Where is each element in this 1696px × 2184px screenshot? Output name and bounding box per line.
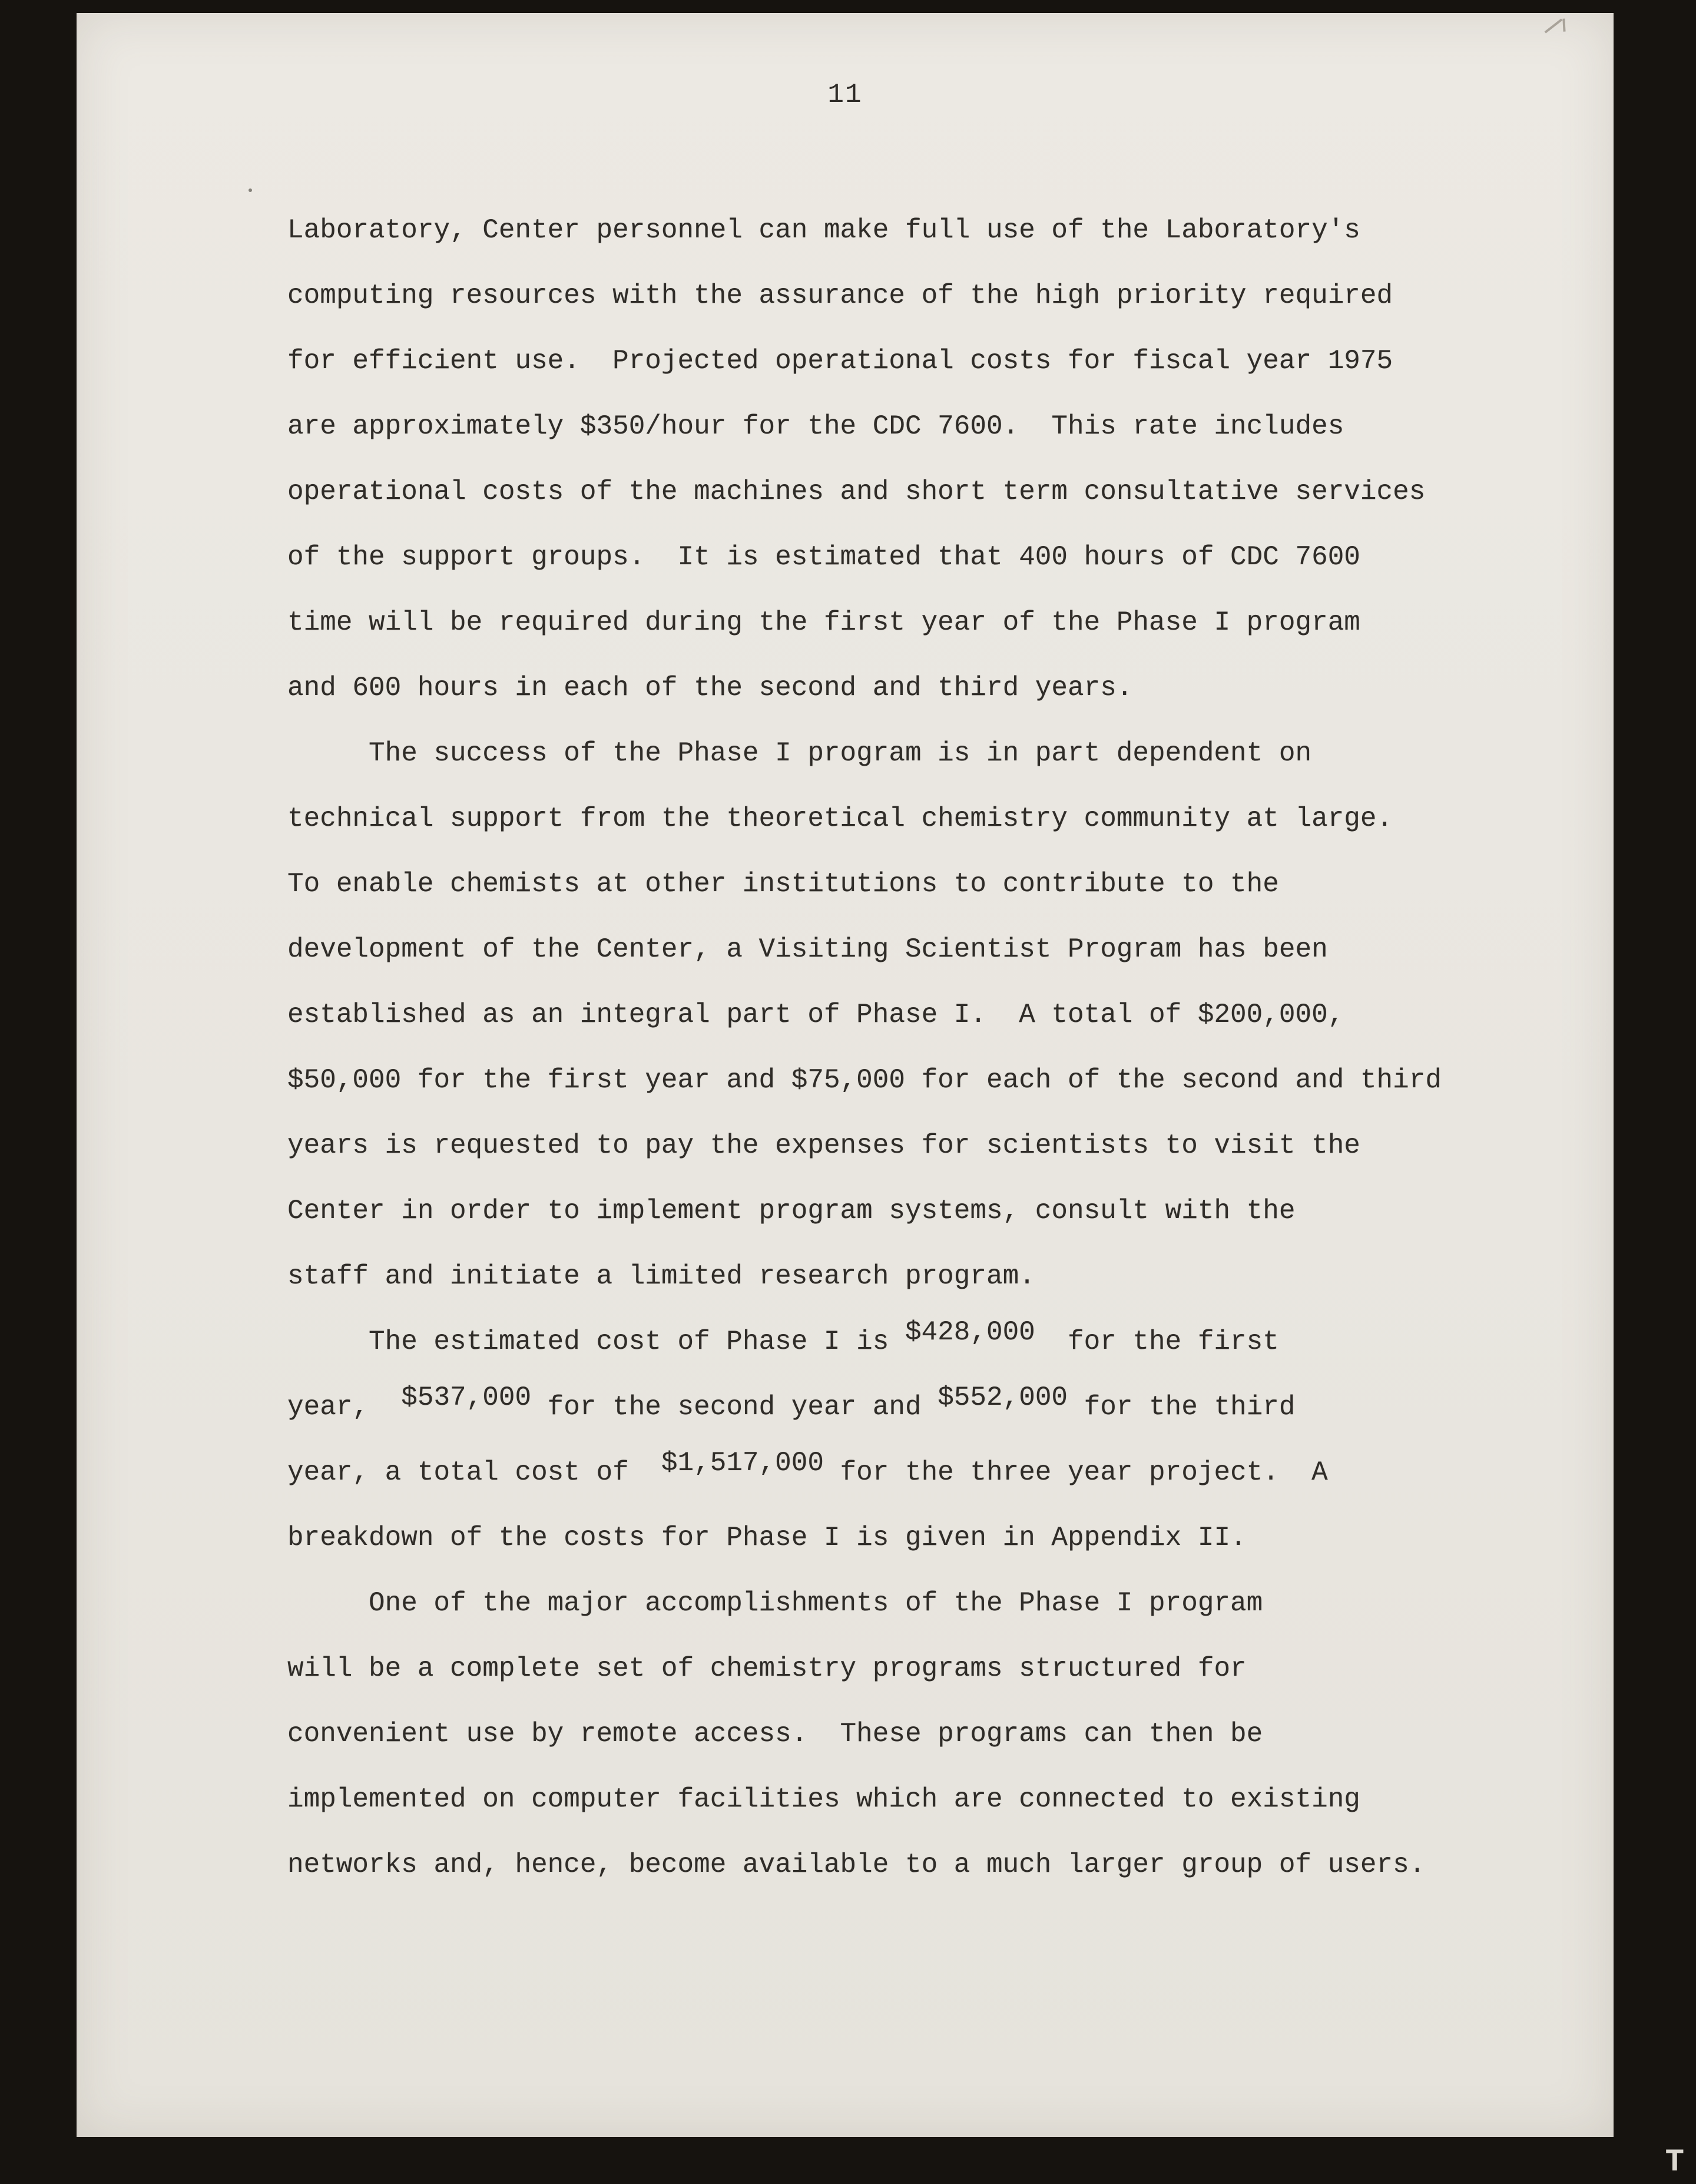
text-line: implemented on computer facilities which are connected to existing	[287, 1784, 1360, 1815]
text-line	[287, 1309, 1484, 1375]
document-page	[77, 13, 1614, 2137]
text-line	[287, 1375, 1484, 1440]
text-line	[287, 1440, 1484, 1505]
text-line	[287, 1505, 1484, 1571]
document-text	[77, 198, 1614, 1898]
paragraph	[287, 1571, 1484, 1898]
ink-speck	[249, 188, 252, 192]
text-segment: The estimated cost of Phase I is	[369, 1326, 905, 1357]
text-line: staff and initiate a limited research program.	[287, 1261, 1035, 1292]
text-segment: for the third	[1068, 1392, 1296, 1422]
text-line: will be a complete set of chemistry programs structured for	[287, 1653, 1247, 1684]
text-line: years is requested to pay the expenses for scientists to visit the	[287, 1130, 1360, 1161]
inserted-amount: $1,517,000	[661, 1448, 824, 1478]
text-line: technical support from the theoretical chemistry community at large.	[287, 803, 1393, 834]
corner-mark: T	[1665, 2145, 1684, 2180]
text-line: convenient use by remote access. These programs can then be	[287, 1719, 1263, 1749]
text-line: computing resources with the assurance of the high priority required	[287, 280, 1393, 311]
text-line: networks and, hence, become available to a much larger group of users.	[287, 1849, 1426, 1880]
inserted-amount: $552,000	[938, 1382, 1068, 1413]
text-line: $50,000 for the first year and $75,000 for each of the second and third	[287, 1065, 1442, 1096]
text-segment: year,	[287, 1392, 402, 1422]
paragraph	[287, 721, 1484, 1309]
text-line: and 600 hours in each of the second and third years.	[287, 673, 1133, 703]
text-line: established as an integral part of Phase I. A total of $200,000,	[287, 1000, 1344, 1030]
text-line: The success of the Phase I program is in part dependent on	[369, 738, 1312, 769]
text-line: development of the Center, a Visiting Scientist Program has been	[287, 934, 1328, 965]
inserted-amount: $537,000	[401, 1382, 532, 1413]
text-line: To enable chemists at other institutions to contribute to the	[287, 869, 1279, 899]
paragraph	[287, 1309, 1484, 1571]
text-line: operational costs of the machines and short term consultative services	[287, 476, 1426, 507]
text-segment: for the first	[1035, 1326, 1279, 1357]
text-segment: breakdown of the costs for Phase I is given in Appendix II.	[287, 1523, 1247, 1553]
page-number: 11	[827, 80, 863, 110]
text-line: Center in order to implement program systems, consult with the	[287, 1196, 1296, 1226]
inserted-amount: $428,000	[905, 1317, 1035, 1348]
text-line: of the support groups. It is estimated that 400 hours of CDC 7600	[287, 542, 1360, 573]
text-line: for efficient use. Projected operational costs for fiscal year 1975	[287, 346, 1393, 376]
text-segment: year, a total cost of	[287, 1457, 661, 1488]
text-line: Laboratory, Center personnel can make full use of the Laboratory's	[287, 215, 1360, 246]
text-line: are approximately $350/hour for the CDC 7600. This rate includes	[287, 411, 1344, 442]
text-segment: for the three year project. A	[823, 1457, 1328, 1488]
text-segment: for the second year and	[531, 1392, 938, 1422]
paragraph	[287, 198, 1484, 721]
text-line: One of the major accomplishments of the Phase I program	[369, 1588, 1263, 1619]
text-line: time will be required during the first year of the Phase I program	[287, 607, 1360, 638]
